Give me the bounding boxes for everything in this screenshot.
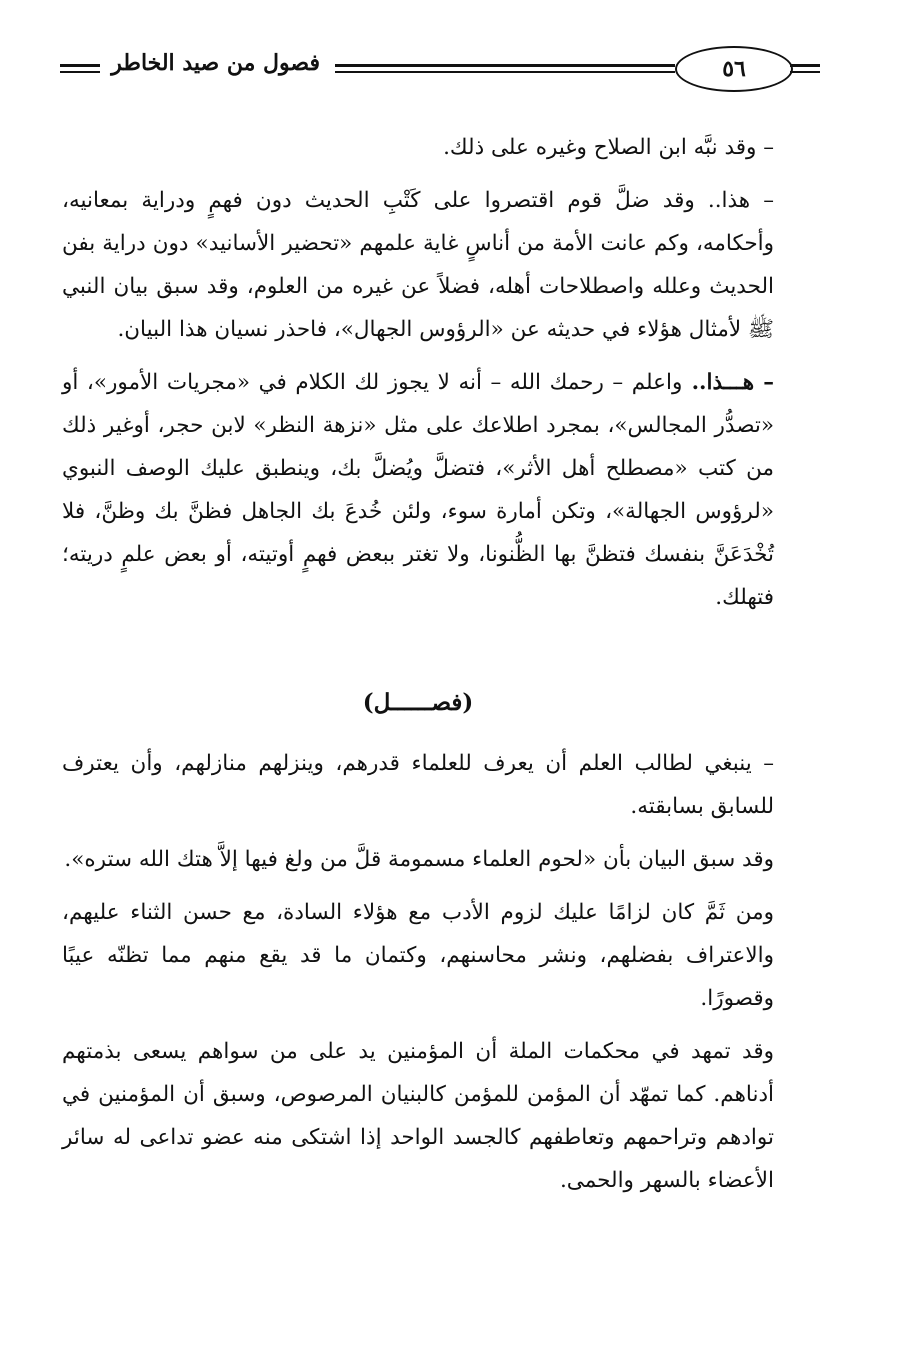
- paragraph-text: واعلم – رحمك الله – أنه لا يجوز لك الكلام في «مجريات الأمور»، أو «تصدُّر المجالس»، بمجرد اطلاعك على مثل «نزهة النظر» لابن حجر، أوغير ذلك من كتب «مصطلح أهل الأثر»، فتضلَّ ويُضلَّ بك، وينطبق عليك الوصف النبوي «لرؤوس الجهالة»، وتكن أمارة سوء، ولئن خُدعَ بك الجاهل فظنَّ بك وظنَّ، فلا تُخْدَعَنَّ بنفسك فتظنَّ بها الظُّنونا، ولا تغتر ببعض فهمٍ أوتيته، أو بعض علمٍ دريته؛ فتهلك.: [62, 370, 774, 610]
- paragraph-text: وقد تمهد في محكمات الملة أن المؤمنين يد على من سواهم يسعى بذمتهم أدناهم. كما تمهّد أن المؤمن للمؤمن كالبنيان المرصوص، وسبق أن المؤمنين في توادهم وتراحمهم وتعاطفهم كالجسد الواحد إذا اشتكى منه عضو تداعى له سائر الأعضاء بالسهر والحمى.: [62, 1039, 774, 1193]
- paragraph: [62, 838, 774, 881]
- paragraph: [62, 891, 774, 1020]
- page-header: [60, 42, 820, 106]
- header-rule-left: [60, 64, 100, 73]
- paragraph-text: – وقد نبَّه ابن الصلاح وغيره على ذلك.: [443, 135, 774, 160]
- page-body: [62, 126, 774, 1212]
- paragraph-text: – هذا.. وقد ضلَّ قوم اقتصروا على كَتْبِ الحديث دون فهمٍ ودراية بمعانيه، وأحكامه، وكم عانت الأمة من أناسٍ غاية علمهم «تحضير الأسانيد» دون دراية بفن الحديث وعلله واصطلاحات أهله، فضلاً عن غيره من العلوم، وقد سبق بيان النبي ﷺ لأمثال هؤلاء في حديثه عن «الرؤوس الجهال»، فاحذر نسيان هذا البيان.: [62, 188, 774, 342]
- paragraph-text: ومن ثَمَّ كان لزامًا عليك لزوم الأدب مع هؤلاء السادة، مع حسن الثناء عليهم، والاعتراف بفضلهم، ونشر محاسنهم، وكتمان ما قد يقع منهم مما تظنّه عيبًا وقصورًا.: [62, 900, 774, 1011]
- header-rule-right: [790, 64, 820, 73]
- paragraph: [62, 361, 774, 619]
- paragraph: [62, 742, 774, 828]
- section-heading: (فصــــــل): [362, 689, 474, 716]
- header-rule-middle: [335, 64, 675, 73]
- paragraph-text: وقد سبق البيان بأن «لحوم العلماء مسمومة قلَّ من ولغ فيها إلاَّ هتك الله ستره».: [64, 847, 774, 872]
- paragraph: [62, 1030, 774, 1202]
- running-title: فصول من صيد الخاطر: [111, 50, 320, 76]
- paragraph: [62, 179, 774, 351]
- paragraph: [62, 126, 774, 169]
- page-number: ٥٦: [675, 46, 793, 92]
- paragraph-lead: – هـــذا..: [682, 370, 775, 395]
- paragraph-text: – ينبغي لطالب العلم أن يعرف للعلماء قدرهم، وينزلهم منازلهم، وأن يعترف للسابق بسابقته.: [62, 751, 774, 819]
